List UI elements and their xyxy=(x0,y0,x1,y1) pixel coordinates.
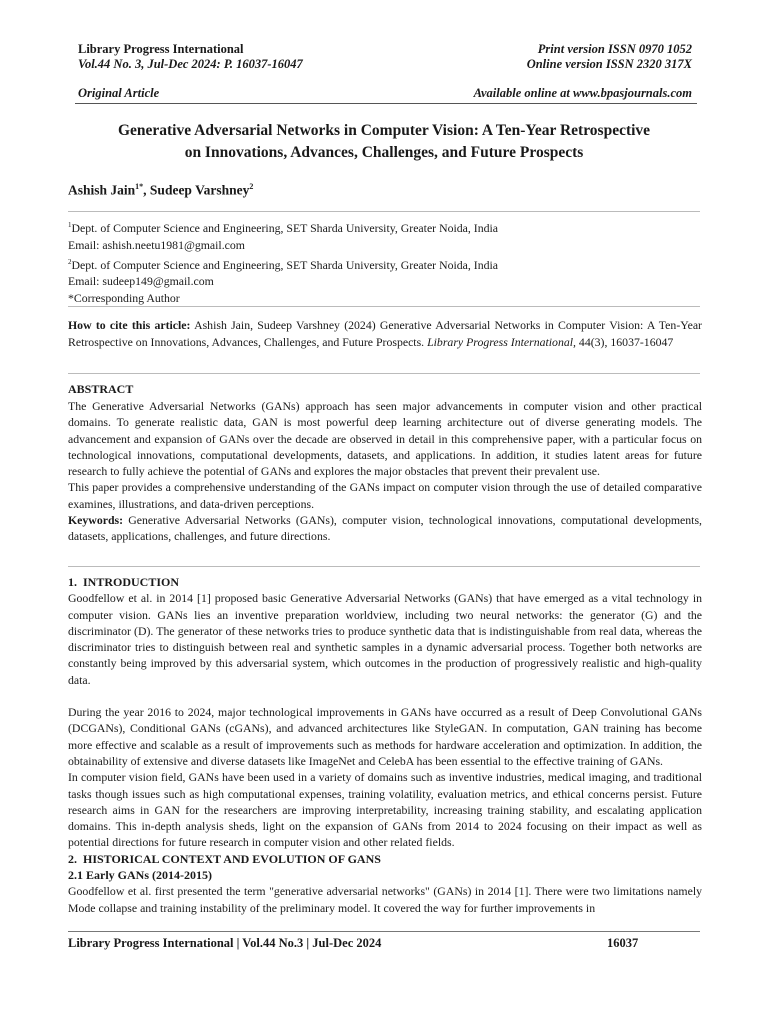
title-line-1: Generative Adversarial Networks in Computer Vision: A Ten-Year Retrospective xyxy=(117,122,651,139)
citation-label: How to cite this article: xyxy=(68,318,191,332)
section-rule xyxy=(68,566,700,567)
introduction-section xyxy=(68,574,702,916)
body-paragraph: In computer vision field, GANs have been used in a variety of domains such as inventive industries, medical imaging, and traditional tasks though issues such as high computational expenses, training volatility, evaluation metrics, and ethical concerns persist. Future research aims in GAN for the researchers are improving interpretability, increasing training stability, and escalating application domains. This in-depth analysis sheds, light on the expansion of GANs from 2014 to 2024 focusing on their impact as well as potential directions for future research in computer vision and other related fields. xyxy=(68,770,702,850)
abstract-heading: ABSTRACT xyxy=(68,382,134,396)
section-heading: 2. HISTORICAL CONTEXT AND EVOLUTION OF GANS xyxy=(68,851,381,866)
body-paragraph: Goodfellow et al. in 2014 [1] proposed basic Generative Adversarial Networks (GANs) that have emerged as a vital technology in computer vision. GANs lies an inventive preparation worldview, including two neural networks: the generator (G) and the discriminator (D). The generator of these networks tries to produce synthetic data that is indistinguishable from real data, whereas the discriminator tries to distinguish between real and synthetic samples in a dynamic adversarial process. Together both networks are constantly being improved by this adversarial system, which outcomes in the production of progressively realistic and high-quality data. xyxy=(68,591,702,687)
keywords xyxy=(68,512,702,545)
author-superscript: 1* xyxy=(135,182,144,191)
citation-tail: 44(3), 16037-16047 xyxy=(575,334,674,349)
footer-journal: Library Progress International | Vol.44 No.3 | Jul-Dec 2024 xyxy=(68,936,382,950)
author-separator: , xyxy=(143,182,150,198)
paragraph-spacer xyxy=(68,688,702,704)
affiliation-text: Dept. of Computer Science and Engineering, SET Sharda University, Greater Noida, India xyxy=(71,257,499,272)
online-issn: Online version ISSN 2320 317X xyxy=(526,57,692,71)
author-list xyxy=(68,182,253,199)
body-paragraph: During the year 2016 to 2024, major technological improvements in GANs have occurred as a result of Deep Convolutional GANs (DCGANs), Conditional GANs (cGANs), and advanced architectures like StyleGAN. In computation, GAN training has become more effective and scalable as a result of improvements such as methods for hardware acceleration and optimization. In addition, the obtainability of extensive and diverse datasets like ImageNet and CelebA has been essential to the effective training of GANs. xyxy=(68,705,702,768)
availability-note: Available online at www.bpasjournals.com xyxy=(473,86,692,100)
section-rule xyxy=(68,306,700,307)
header-rule xyxy=(75,103,697,104)
affiliation-1 xyxy=(68,217,498,237)
journal-name: Library Progress International xyxy=(78,42,244,56)
footer-rule xyxy=(68,931,700,932)
print-issn: Print version ISSN 0970 1052 xyxy=(537,42,692,56)
affiliation-2 xyxy=(68,254,498,274)
body-paragraph: Goodfellow et al. first presented the term "generative adversarial networks" (GANs) in 2014 [1]. There were two limitations namely Mode collapse and training instability of the preliminary model. It covered the way for further improvements in xyxy=(68,884,702,915)
affiliation-sup: 2 xyxy=(68,257,72,266)
corresponding-author: *Corresponding Author xyxy=(68,291,180,306)
citation-block xyxy=(68,317,702,350)
section-heading: 1. INTRODUCTION xyxy=(68,575,180,589)
title-line-2: on Innovations, Advances, Challenges, and Future Prospects xyxy=(184,144,584,161)
email-2: Email: sudeep149@gmail.com xyxy=(68,274,214,289)
article-type: Original Article xyxy=(78,86,160,100)
author-name: Ashish Jain xyxy=(68,182,136,198)
email-1: Email: ashish.neetu1981@gmail.com xyxy=(68,237,245,252)
subsection-heading: 2.1 Early GANs (2014-2015) xyxy=(68,868,212,883)
author-superscript: 2 xyxy=(249,182,254,191)
abstract-body xyxy=(68,398,702,545)
affiliation-text: Dept. of Computer Science and Engineering, SET Sharda University, Greater Noida, India xyxy=(71,220,499,235)
keywords-label: Keywords: xyxy=(68,513,124,528)
affiliation-sup: 1 xyxy=(68,221,72,229)
citation-text: Ashish Jain, Sudeep Varshney (2024) Generative Adversarial Networks in Computer Vision: A Ten-Year Retrospective on Innovations, Advances, Challenges, and Future Prospects. xyxy=(68,318,702,349)
citation-journal: Library Progress International, xyxy=(427,334,576,349)
abstract-paragraph: The Generative Adversarial Networks (GANs) approach has seen major advancements in computer vision and other practical domains. To generate realistic data, GAN is most powerful deep learning architecture out of diverse generating models. The advancement and expansion of GANs over the decade are observed in detail in this comprehensive paper, with a particular focus on technological innovations, computational developments, datasets, and applications. In addition, it studies latent areas for future research to fully achieve the potential of GANs and explores the major obstacles that prevent their prevalent use. xyxy=(68,399,702,479)
journal-volume: Vol.44 No. 3, Jul-Dec 2024: P. 16037-16047 xyxy=(78,57,303,71)
paper-title xyxy=(60,120,708,164)
section-rule xyxy=(68,211,700,212)
page-number: 16037 xyxy=(607,936,639,950)
affiliations xyxy=(68,217,498,307)
section-rule xyxy=(68,373,700,374)
author-name: Sudeep Varshney xyxy=(149,182,250,198)
abstract-paragraph: This paper provides a comprehensive understanding of the GANs impact on computer vision through the use of detailed comparative examines, illustrations, and data-driven perceptions. xyxy=(68,480,702,511)
issn-block xyxy=(527,42,692,72)
keywords-text: Generative Adversarial Networks (GANs), computer vision, technological innovations, computational developments, datasets, applications, challenges, and future directions. xyxy=(68,513,702,544)
journal-header xyxy=(78,42,303,72)
